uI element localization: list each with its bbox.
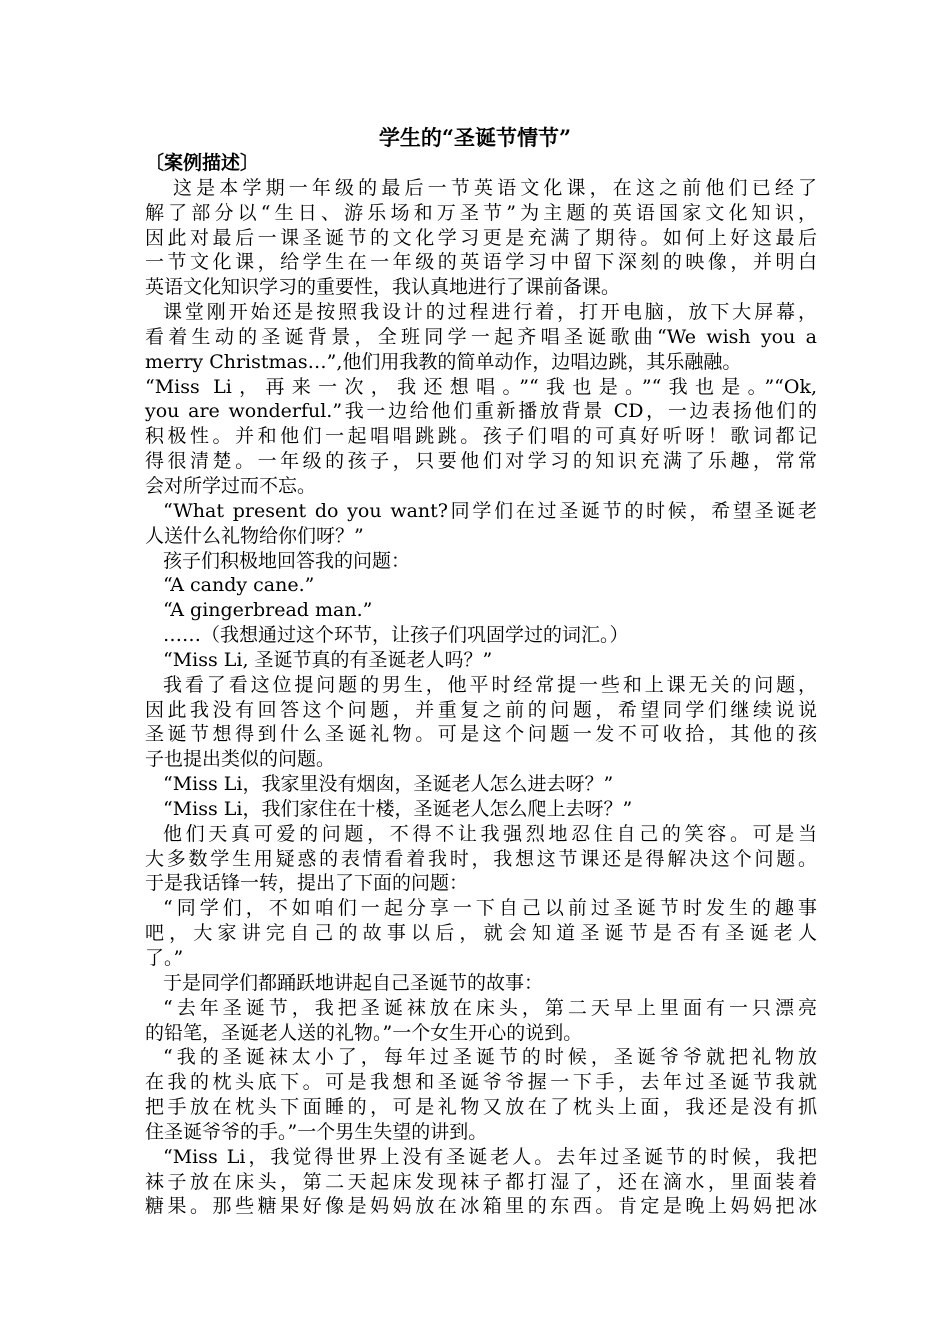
text-line: 我看了看这位提问题的男生，他平时经常提一些和上课无关的问题， <box>163 673 817 696</box>
text-line: 于是我话锋一转，提出了下面的问题： <box>145 872 469 895</box>
text-line: “A candy cane.” <box>163 574 315 597</box>
text-line: 圣诞节想得到什么圣诞礼物。可是这个问题一发不可收拾，其他的孩 <box>145 723 817 746</box>
text-line: 在我的枕头底下。可是我想和圣诞爷爷握一下手，去年过圣诞节我就 <box>145 1071 817 1094</box>
text-line: 吧，大家讲完自己的故事以后，就会知道圣诞节是否有圣诞老人 <box>145 922 817 945</box>
text-line: 课堂刚开始还是按照我设计的过程进行着，打开电脑，放下大屏幕， <box>163 301 817 324</box>
text-line: you are wonderful.”我一边给他们重新播放背景 CD，一边表扬他们的 <box>145 400 817 423</box>
page-title: 学生的“圣诞节情节” <box>378 125 572 150</box>
text-line: 他们天真可爱的问题，不得不让我强烈地忍住自己的笑容。可是当 <box>163 822 817 845</box>
text-line: “Miss Li，我们家住在十楼，圣诞老人怎么爬上去呀？” <box>163 797 633 820</box>
text-line: 把手放在枕头下面睡的，可是礼物又放在了枕头上面，我还是没有抓 <box>145 1096 817 1119</box>
text-line: 了。” <box>145 947 184 969</box>
text-line: 人送什么礼物给你们呀？” <box>145 524 364 547</box>
text-line: 孩子们积极地回答我的问题： <box>163 549 411 572</box>
text-line: “What present do you want?同学们在过圣诞节的时候，希望圣诞老 <box>163 499 817 522</box>
text-line: 住圣诞爷爷的手。”一个男生失望的讲到。 <box>145 1120 488 1143</box>
text-line: 袜子放在床头，第二天起床发现袜子都打湿了，还在滴水，里面装着 <box>145 1170 817 1193</box>
text-line: 积极性。并和他们一起唱唱跳跳。孩子们唱的可真好听呀！歌词都记 <box>145 425 817 448</box>
text-line: 一节文化课，给学生在一年级的英语学习中留下深刻的映像，并明白 <box>145 251 817 274</box>
text-line: 解了部分以“生日、游乐场和万圣节”为主题的英语国家文化知识， <box>145 201 817 224</box>
text-line: ……（我想通过这个环节，让孩子们巩固学过的词汇。） <box>163 624 629 647</box>
text-line: 的铅笔，圣诞老人送的礼物。”一个女生开心的说到。 <box>145 1021 583 1044</box>
text-line: 糖果。那些糖果好像是妈妈放在冰箱里的东西。肯定是晚上妈妈把冰 <box>145 1195 817 1218</box>
section-heading: 〔案例描述〕 <box>145 152 260 174</box>
text-line: 于是同学们都踊跃地讲起自己圣诞节的故事： <box>163 971 544 994</box>
text-line: 子也提出类似的问题。 <box>145 748 336 771</box>
text-line: “去年圣诞节，我把圣诞袜放在床头，第二天早上里面有一只漂亮 <box>163 996 817 1019</box>
text-line: merry Christmas…”,他们用我教的简单动作，边唱边跳，其乐融融。 <box>145 350 742 373</box>
text-line: 会对所学过而不忘。 <box>145 474 317 497</box>
text-line: 得很清楚。一年级的孩子，只要他们对学习的知识充满了乐趣，常常 <box>145 450 817 473</box>
text-line: 大多数学生用疑惑的表情看着我时，我想这节课还是得解决这个问题。 <box>145 847 817 870</box>
text-line: 因此对最后一课圣诞节的文化学习更是充满了期待。如何上好这最后 <box>145 226 817 249</box>
text-line: 因此我没有回答这个问题，并重复之前的问题，希望同学们继续说说 <box>145 698 817 721</box>
text-line: 看着生动的圣诞背景，全班同学一起齐唱圣诞歌曲“We wish you a <box>145 325 817 348</box>
text-line: 英语文化知识学习的重要性，我认真地进行了课前备课。 <box>145 276 621 299</box>
document-body <box>145 151 817 1219</box>
text-line: “A gingerbread man.” <box>163 599 373 622</box>
text-line: 这是本学期一年级的最后一节英语文化课，在这之前他们已经了 <box>173 176 817 199</box>
text-line: “Miss Li，我觉得世界上没有圣诞老人。去年过圣诞节的时候，我把 <box>163 1145 817 1168</box>
text-line: “我的圣诞袜太小了，每年过圣诞节的时候，圣诞爷爷就把礼物放 <box>163 1046 817 1069</box>
text-line: “Miss Li，再来一次，我还想唱。”“我也是。”“我也是。”“Ok, <box>145 375 817 398</box>
text-line: “Miss Li, 圣诞节真的有圣诞老人吗？” <box>163 648 493 671</box>
text-line: “Miss Li，我家里没有烟囱，圣诞老人怎么进去呀？” <box>163 773 614 796</box>
text-line: “同学们，不如咱们一起分享一下自己以前过圣诞节时发生的趣事 <box>163 897 817 920</box>
